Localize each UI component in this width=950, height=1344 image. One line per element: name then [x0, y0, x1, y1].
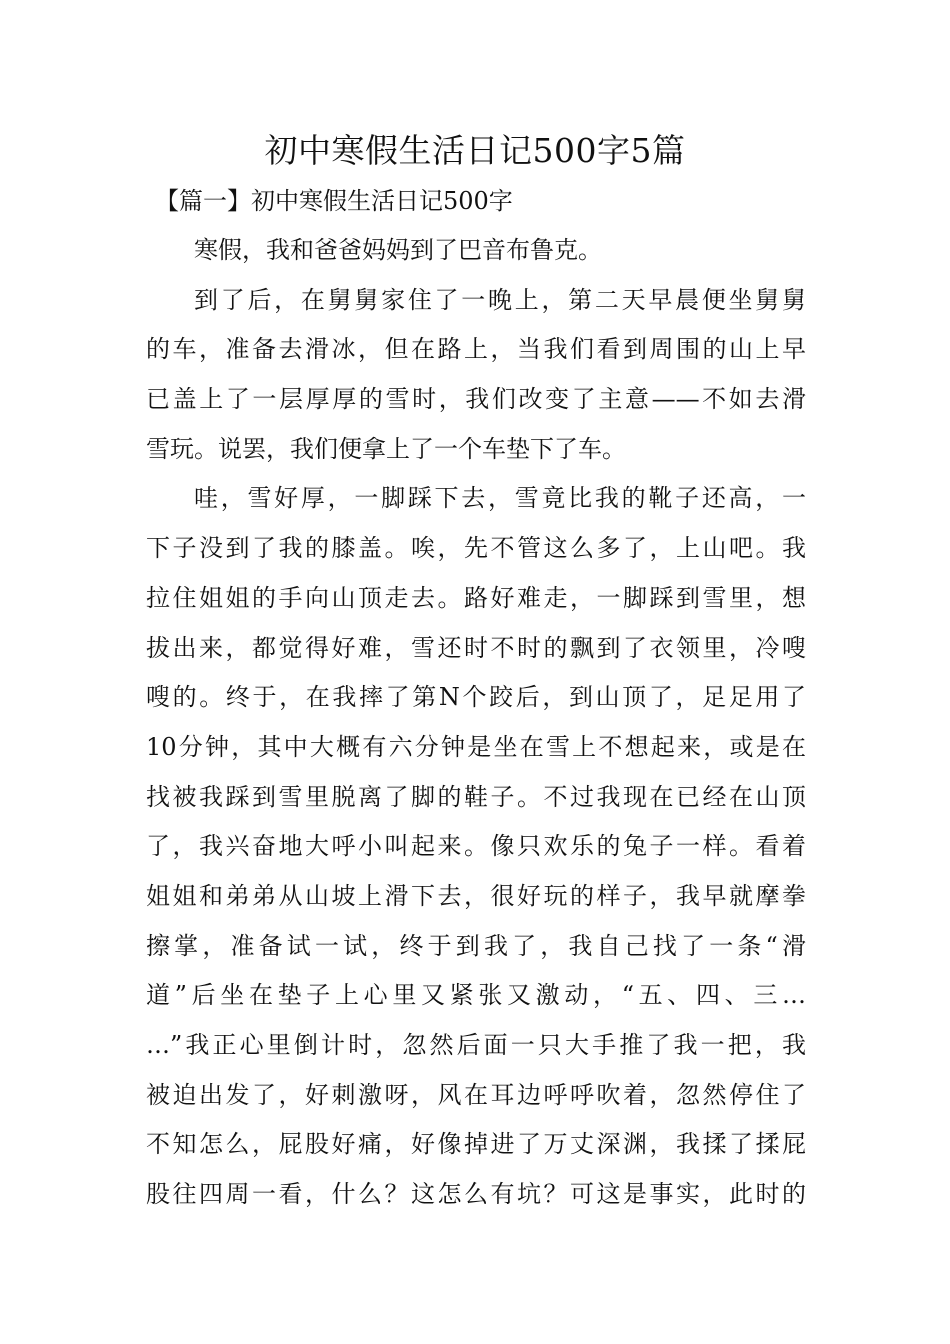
text-line: 拉住姐姐的手向山顶走去。路好难走，一脚踩到雪里，想 — [146, 583, 806, 612]
section-heading: 【篇一】初中寒假生活日记500字 — [155, 187, 513, 215]
text-line: 被迫出发了，好刺激呀，风在耳边呼呼吹着，忽然停住了 — [146, 1080, 806, 1109]
text-line: 擦掌，准备试一试，终于到我了，我自己找了一条“滑 — [146, 931, 806, 960]
text-line: 寒假，我和爸爸妈妈到了巴音布鲁克。 — [194, 236, 602, 264]
text-line: 了，我兴奋地大呼小叫起来。像只欢乐的兔子一样。看着 — [146, 832, 806, 861]
text-line: 10分钟，其中大概有六分钟是坐在雪上不想起来，或是在 — [146, 732, 806, 761]
text-line: 股往四周一看，什么？这怎么有坑？可这是事实，此时的 — [146, 1180, 806, 1209]
text-line: 不知怎么，屁股好痛，好像掉进了万丈深渊，我揉了揉屁 — [146, 1130, 806, 1159]
text-line: 拔出来，都觉得好难，雪还时不时的飘到了衣领里，冷嗖 — [146, 633, 806, 662]
text-line: 哇，雪好厚，一脚踩下去，雪竟比我的靴子还高，一 — [194, 484, 806, 513]
text-line: …”我正心里倒计时，忽然后面一只大手推了我一把，我 — [146, 1031, 806, 1059]
text-line: 到了后，在舅舅家住了一晚上，第二天早晨便坐舅舅 — [194, 285, 806, 314]
text-line: 找被我踩到雪里脱离了脚的鞋子。不过我现在已经在山顶 — [146, 782, 806, 811]
document-title: 初中寒假生活日记500字5篇 — [264, 131, 686, 170]
text-line: 已盖上了一层厚厚的雪时，我们改变了主意——不如去滑 — [146, 385, 806, 414]
text-line: 嗖的。终于，在我摔了第N个跤后，到山顶了，足足用了 — [146, 683, 806, 712]
body-text — [146, 226, 806, 1220]
text-line: 姐姐和弟弟从山坡上滑下去，很好玩的样子，我早就摩拳 — [146, 881, 806, 910]
text-line: 的车，准备去滑冰，但在路上，当我们看到周围的山上早 — [146, 335, 806, 364]
text-line: 道”后坐在垫子上心里又紧张又激动，“五、四、三… — [146, 981, 806, 1010]
text-line: 雪玩。说罢，我们便拿上了一个车垫下了车。 — [146, 434, 626, 463]
text-line: 下子没到了我的膝盖。唉，先不管这么多了，上山吧。我 — [146, 534, 806, 563]
